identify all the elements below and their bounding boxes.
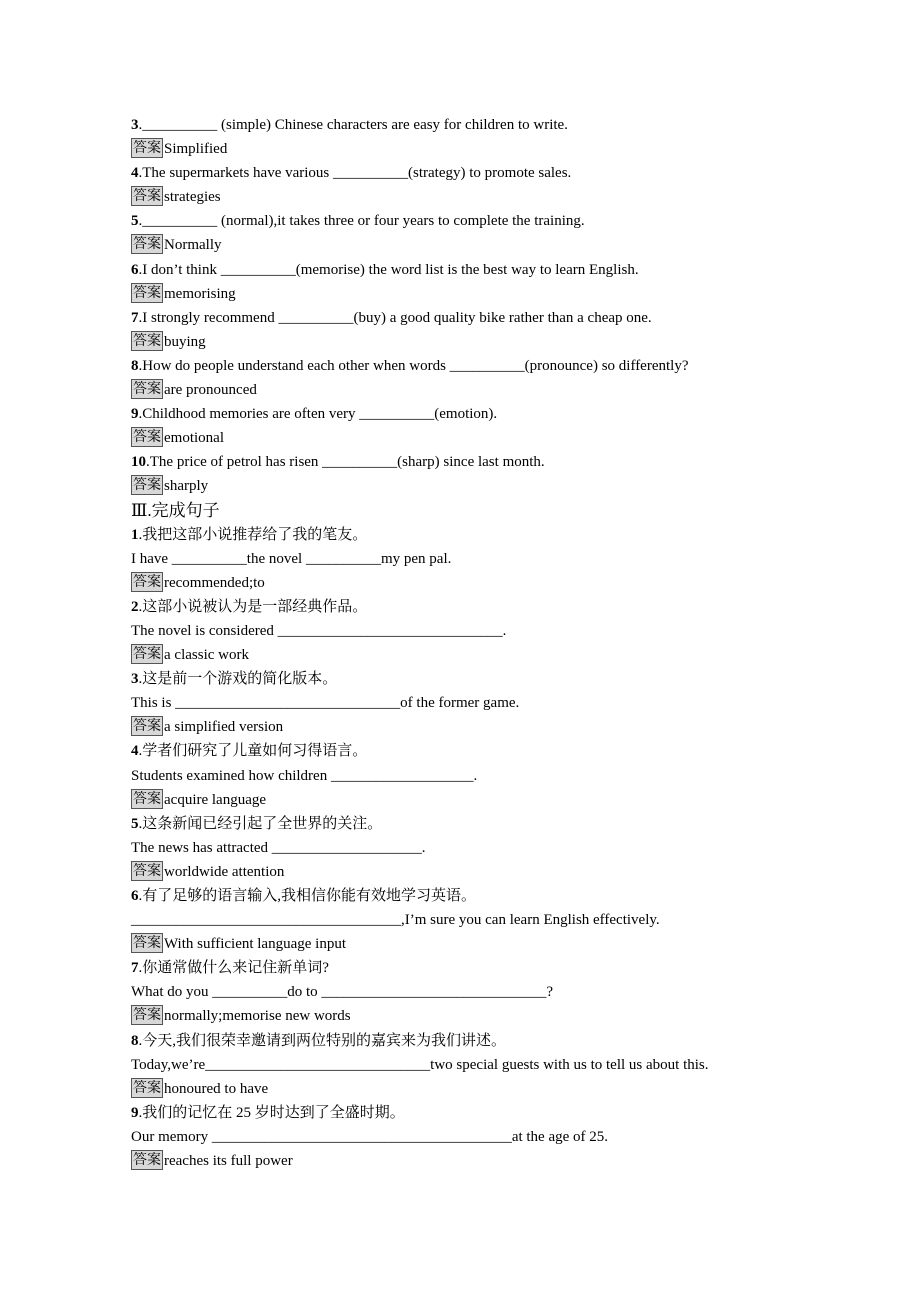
question-english: I have __________the novel __________my pen pal. <box>131 550 452 567</box>
answer-badge: 答案 <box>133 429 161 446</box>
question-number: 6 <box>131 888 139 904</box>
answer-line <box>131 233 709 257</box>
answer-badge: 答案 <box>133 1007 161 1024</box>
question-line-chinese <box>131 1029 709 1053</box>
question-number: 4 <box>131 165 139 182</box>
question-line-chinese <box>131 884 709 908</box>
question-line <box>131 161 709 185</box>
question-chinese: .这部小说被认为是一部经典作品。 <box>138 598 368 615</box>
question-chinese: .有了足够的语言输入,我相信你能有效地学习英语。 <box>138 888 477 904</box>
question-line-chinese <box>131 1101 709 1125</box>
answer-line <box>131 932 709 956</box>
section-heading: Ⅲ.完成句子 <box>131 500 220 520</box>
document <box>131 113 709 1173</box>
question-line-chinese <box>131 523 709 547</box>
answer-text: normally;memorise new words <box>164 1008 351 1025</box>
question-number: 8 <box>131 1032 139 1049</box>
question-number: 7 <box>131 960 139 977</box>
answer-text: emotional <box>164 430 224 447</box>
answer-badge: 答案 <box>133 573 161 590</box>
question-english: ____________________________________,I’m sure you can learn English effectively. <box>131 912 660 929</box>
answer-text: Normally <box>164 237 222 254</box>
answer-badge: 答案 <box>133 477 161 494</box>
answer-text: a simplified version <box>164 719 284 736</box>
question-text: .The supermarkets have various __________(strategy) to promote sales. <box>138 165 572 182</box>
question-chinese: .学者们研究了儿童如何习得语言。 <box>138 743 368 760</box>
question-number: 3 <box>131 117 139 133</box>
answer-badge: 答案 <box>133 646 161 663</box>
answer-text: buying <box>164 333 206 350</box>
question-text: .__________ (simple) Chinese characters are easy for children to write. <box>138 117 568 133</box>
question-english: Today,we’re______________________________two special guests with us to tell us about this. <box>131 1056 709 1073</box>
question-chinese: .我把这部小说推荐给了我的笔友。 <box>138 526 368 543</box>
question-text: .The price of petrol has risen __________(sharp) since last month. <box>146 454 545 471</box>
question-number: 10 <box>131 454 146 471</box>
question-text: .Childhood memories are often very __________(emotion). <box>138 406 498 423</box>
answer-badge: 答案 <box>133 188 161 205</box>
question-chinese: .我们的记忆在 25 岁时达到了全盛时期。 <box>138 1104 405 1121</box>
answer-text: recommended;to <box>164 574 265 591</box>
question-english: This is ______________________________of the former game. <box>131 695 520 712</box>
answer-text: reaches its full power <box>164 1153 293 1170</box>
answer-badge: 答案 <box>133 332 161 349</box>
answer-line <box>131 715 709 739</box>
question-english: The novel is considered ______________________________. <box>131 622 507 639</box>
question-line <box>131 258 709 282</box>
answer-badge: 答案 <box>133 718 161 735</box>
answer-badge: 答案 <box>133 381 161 398</box>
answer-text: Simplified <box>164 141 228 158</box>
answer-line <box>131 137 709 161</box>
answer-line <box>131 788 709 812</box>
answer-badge: 答案 <box>133 236 161 253</box>
answer-line <box>131 1149 709 1173</box>
question-line <box>131 354 709 378</box>
question-english: The news has attracted ____________________. <box>131 839 426 856</box>
question-number: 4 <box>131 743 139 760</box>
answer-text: sharply <box>164 478 209 495</box>
answer-line <box>131 282 709 306</box>
question-line <box>131 450 709 474</box>
question-line-chinese <box>131 739 709 763</box>
question-chinese: .你通常做什么来记住新单词? <box>138 960 329 977</box>
answer-badge: 答案 <box>133 1152 161 1169</box>
answer-badge: 答案 <box>133 935 161 952</box>
answer-line <box>131 426 709 450</box>
answer-text: acquire language <box>164 791 267 808</box>
answer-line <box>131 185 709 209</box>
question-number: 5 <box>131 213 139 230</box>
answer-text: honoured to have <box>164 1080 269 1097</box>
question-chinese: .这条新闻已经引起了全世界的关注。 <box>138 815 383 832</box>
answer-line <box>131 1004 709 1028</box>
answer-text: are pronounced <box>164 382 257 399</box>
question-number: 9 <box>131 406 139 423</box>
answer-text: a classic work <box>164 647 249 664</box>
question-line-chinese <box>131 812 709 836</box>
question-english: Students examined how children ___________________. <box>131 767 478 784</box>
question-number: 5 <box>131 815 139 832</box>
question-chinese: .这是前一个游戏的简化版本。 <box>138 671 338 688</box>
answer-line <box>131 643 709 667</box>
question-line <box>131 402 709 426</box>
question-line-chinese <box>131 956 709 980</box>
answer-line <box>131 860 709 884</box>
answer-badge: 答案 <box>133 140 161 157</box>
answer-text: worldwide attention <box>164 863 285 880</box>
question-text: .I strongly recommend __________(buy) a good quality bike rather than a cheap one. <box>138 309 652 326</box>
question-text: .__________ (normal),it takes three or four years to complete the training. <box>138 213 585 230</box>
question-line-chinese <box>131 595 709 619</box>
question-line <box>131 306 709 330</box>
answer-badge: 答案 <box>133 790 161 807</box>
answer-text: strategies <box>164 189 221 206</box>
question-line-chinese <box>131 667 709 691</box>
question-number: 1 <box>131 526 139 543</box>
answer-line <box>131 378 709 402</box>
answer-text: memorising <box>164 285 236 302</box>
question-number: 6 <box>131 261 139 278</box>
answer-line <box>131 1077 709 1101</box>
answer-line <box>131 571 709 595</box>
answer-badge: 答案 <box>133 862 161 879</box>
answer-line <box>131 330 709 354</box>
question-number: 9 <box>131 1104 139 1121</box>
answer-text: With sufficient language input <box>164 936 346 953</box>
answer-badge: 答案 <box>133 284 161 301</box>
question-number: 3 <box>131 671 139 688</box>
question-english: What do you __________do to ______________________________? <box>131 984 554 1001</box>
question-chinese: .今天,我们很荣幸邀请到两位特别的嘉宾来为我们讲述。 <box>138 1032 507 1049</box>
answer-badge: 答案 <box>133 1079 161 1096</box>
question-line <box>131 113 709 137</box>
question-text: .I don’t think __________(memorise) the word list is the best way to learn English. <box>138 261 639 278</box>
question-text: .How do people understand each other when words __________(pronounce) so differently? <box>138 357 689 374</box>
question-line <box>131 209 709 233</box>
question-number: 2 <box>131 598 139 615</box>
question-english: Our memory ________________________________________at the age of 25. <box>131 1128 609 1145</box>
question-number: 8 <box>131 357 139 374</box>
answer-line <box>131 474 709 498</box>
question-number: 7 <box>131 309 139 326</box>
